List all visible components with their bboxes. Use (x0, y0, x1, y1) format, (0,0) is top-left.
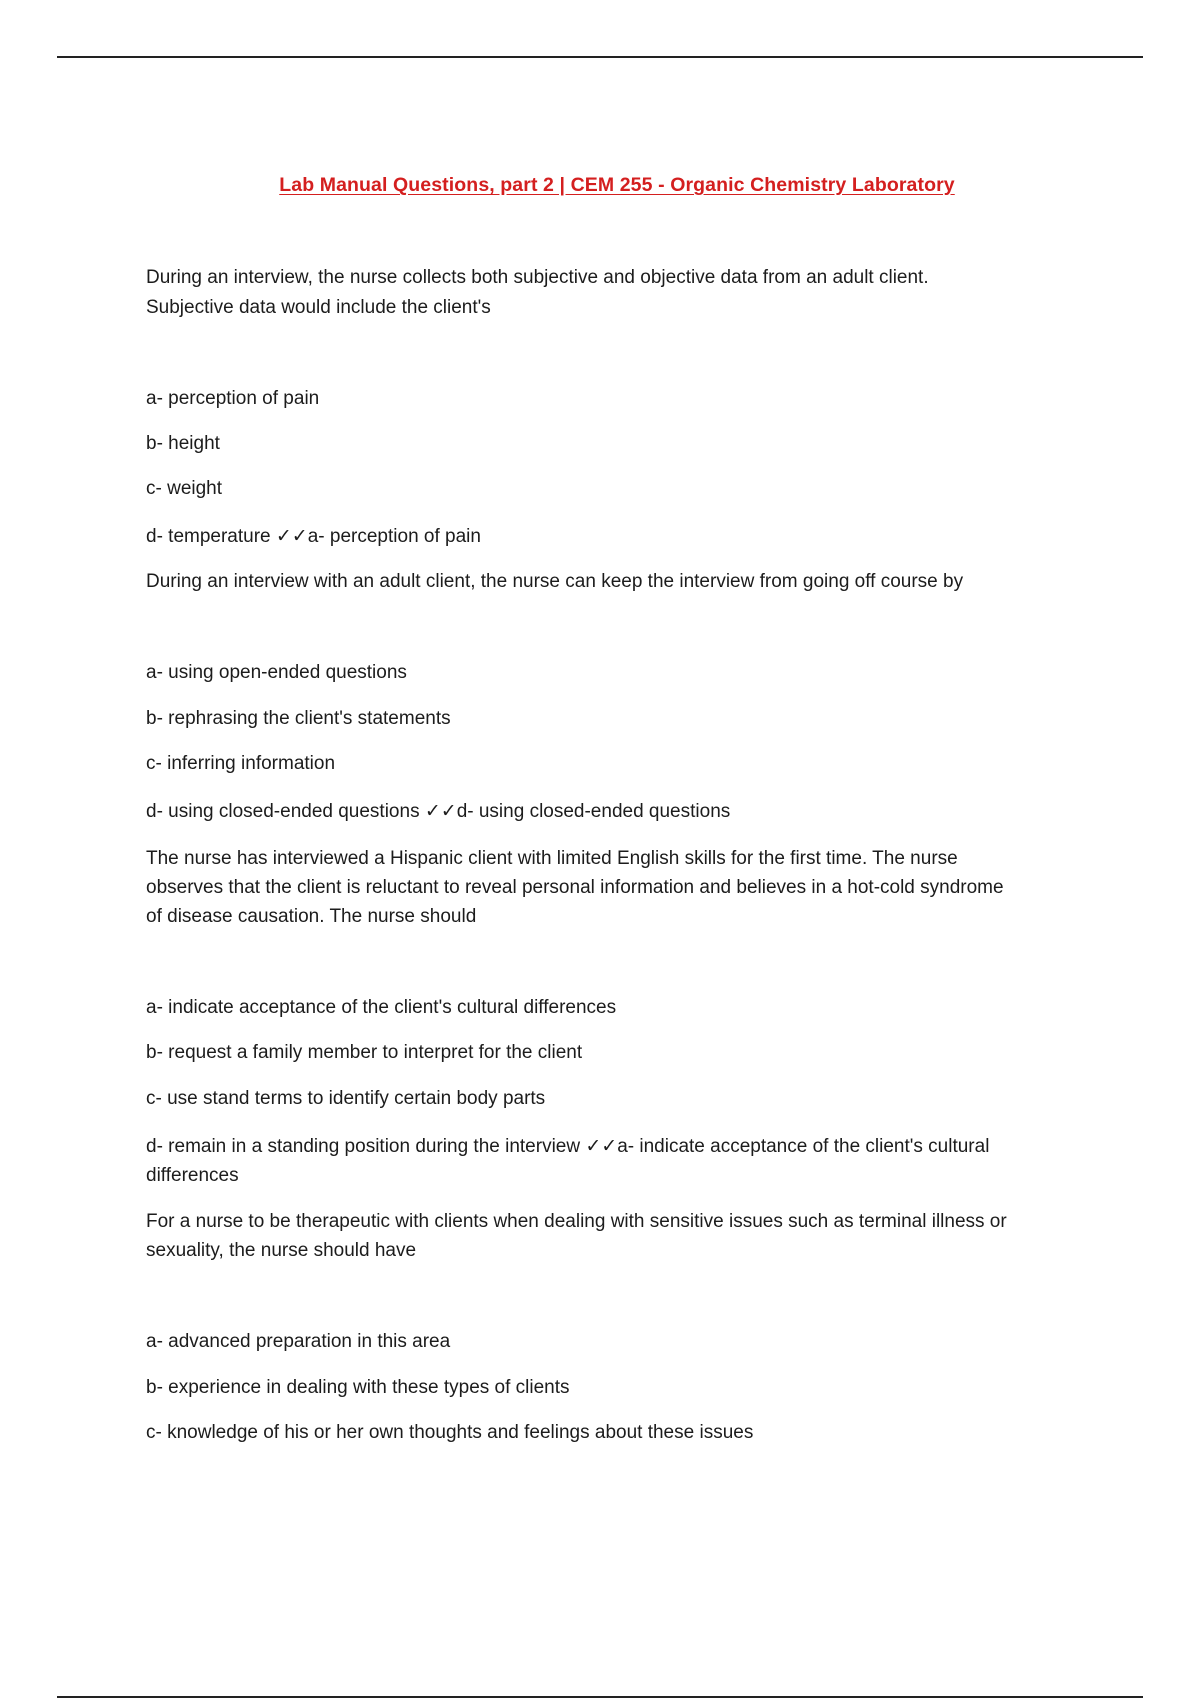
option-b: b- experience in dealing with these types of clients (146, 1377, 570, 1398)
option-b: b- height (146, 433, 220, 454)
option-d-with-answer: d- temperature ✓✓a- perception of pain (146, 526, 481, 547)
question-3-text: of disease causation. The nurse should (146, 906, 477, 927)
option-a: a- advanced preparation in this area (146, 1331, 451, 1352)
option-b: b- rephrasing the client's statements (146, 708, 451, 729)
question-4-text: For a nurse to be therapeutic with clients when dealing with sensitive issues such as terminal illness or (146, 1211, 1007, 1232)
option-c: c- weight (146, 478, 223, 499)
option-a: a- perception of pain (146, 388, 320, 409)
question-3-text: observes that the client is reluctant to reveal personal information and believes in a hot-cold syndrome (146, 877, 1004, 898)
option-d-with-answer: d- using closed-ended questions ✓✓d- using closed-ended questions (146, 801, 731, 822)
document-title: Lab Manual Questions, part 2 | CEM 255 - Organic Chemistry Laboratory (279, 174, 955, 196)
option-b: b- request a family member to interpret for the client (146, 1042, 583, 1063)
option-c: c- use stand terms to identify certain body parts (146, 1088, 546, 1109)
option-c: c- knowledge of his or her own thoughts and feelings about these issues (146, 1422, 754, 1443)
option-c: c- inferring information (146, 753, 336, 774)
question-3-text: The nurse has interviewed a Hispanic client with limited English skills for the first time. The nurse (146, 848, 958, 869)
question-4-text: sexuality, the nurse should have (146, 1240, 417, 1261)
option-a: a- using open-ended questions (146, 662, 407, 683)
option-d-with-answer: differences (146, 1165, 239, 1186)
question-1-text: During an interview, the nurse collects both subjective and objective data from an adult client. (146, 267, 929, 288)
option-d-with-answer: d- remain in a standing position during the interview ✓✓a- indicate acceptance of the client's cultural (146, 1136, 990, 1157)
question-2-text: During an interview with an adult client, the nurse can keep the interview from going off course by (146, 571, 964, 592)
footer-rule (57, 1696, 1143, 1698)
option-a: a- indicate acceptance of the client's cultural differences (146, 997, 617, 1018)
question-1-text: Subjective data would include the client's (146, 297, 491, 318)
header-rule (57, 56, 1143, 58)
